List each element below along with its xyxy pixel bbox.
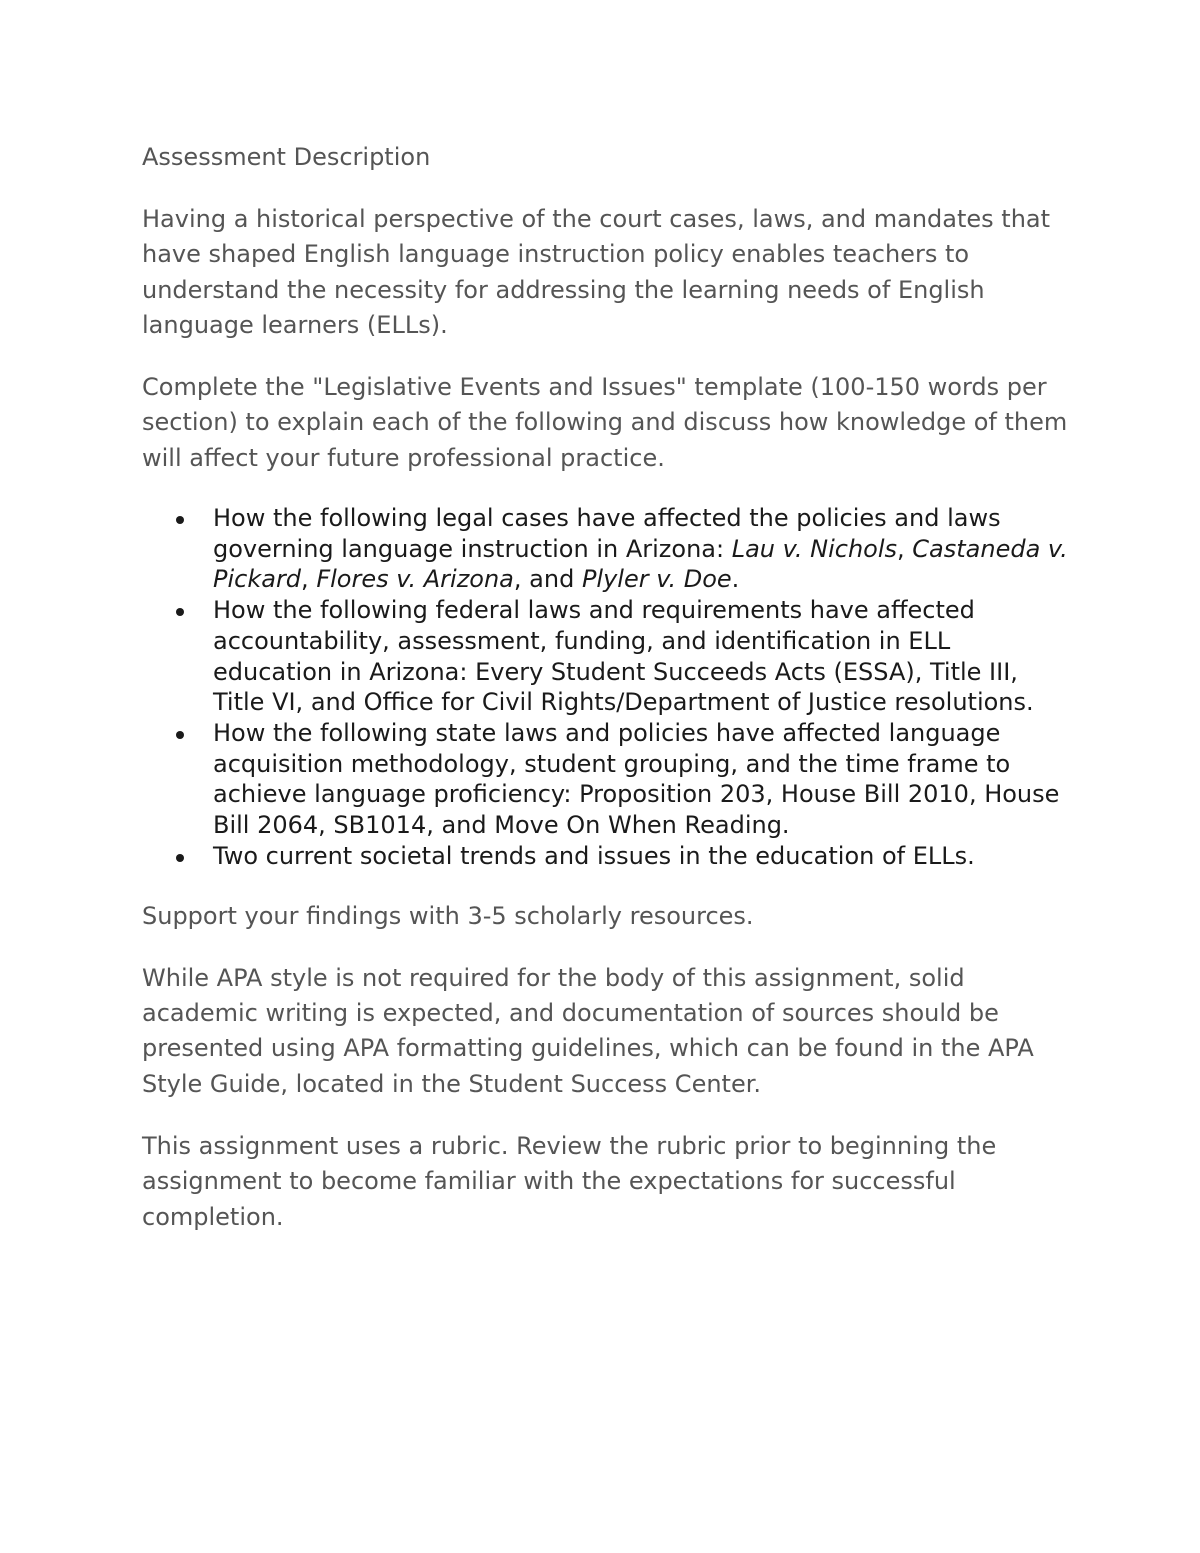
case-name: Flores v. Arizona xyxy=(316,565,514,594)
bullet-lead-text: How the following legal cases have affected the policies and laws governing language instruction in Arizona: xyxy=(213,504,1001,563)
list-item xyxy=(142,503,1072,595)
requirements-list xyxy=(142,503,1072,871)
list-item-text: How the following state laws and policies have affected language acquisition methodology, student grouping, and the time frame to achieve language proficiency: Proposition 203, House Bill 2010, House Bill 2064, SB1014, and Move On When Reading. xyxy=(213,719,1060,840)
case-name: Lau v. Nichols xyxy=(731,534,898,563)
list-item xyxy=(142,718,1072,841)
bullet-icon xyxy=(176,854,184,862)
case-name: Plyler v. Doe xyxy=(581,565,732,594)
list-item-text xyxy=(213,504,1068,593)
list-item-text: Two current societal trends and issues in the education of ELLs. xyxy=(213,841,975,870)
list-item xyxy=(142,595,1072,718)
bullet-icon xyxy=(176,608,184,616)
end-punctuation: . xyxy=(731,565,740,594)
case-name: Castaneda v. Pickard xyxy=(213,534,1068,594)
list-item xyxy=(142,841,1072,872)
apa-paragraph: While APA style is not required for the body of this assignment, solid academic writing is expected, and documentation of sources should be presented using APA formatting guidelines, which can be found in the APA Style Guide, located in the Student Success Center. xyxy=(142,963,1034,1098)
rubric-paragraph: This assignment uses a rubric. Review the rubric prior to beginning the assignment to become familiar with the expectations for successful completion. xyxy=(142,1132,997,1231)
bullet-icon xyxy=(176,516,184,524)
instructions-paragraph: Complete the "Legislative Events and Issues" template (100-150 words per section) to explain each of the following and discuss how knowledge of them will affect your future professional practice. xyxy=(142,373,1068,472)
list-item-text: How the following federal laws and requirements have affected accountability, assessment, funding, and identification in ELL education in Arizona: Every Student Succeeds Acts (ESSA), Title III, Title VI, and Office for Civil Rights/Department of Justice resolutions. xyxy=(213,596,1034,717)
separator-text: , xyxy=(897,534,913,563)
document-heading: Assessment Description xyxy=(142,143,431,171)
separator-text: , xyxy=(301,565,317,594)
intro-paragraph: Having a historical perspective of the court cases, laws, and mandates that have shaped English language instruction policy enables teachers to understand the necessity for addressing the learning needs of English language learners (ELLs). xyxy=(142,205,1051,339)
support-paragraph: Support your findings with 3-5 scholarly resources. xyxy=(142,901,754,930)
bullet-icon xyxy=(176,731,184,739)
document-body xyxy=(142,140,1072,1262)
separator-text: , and xyxy=(513,565,582,594)
